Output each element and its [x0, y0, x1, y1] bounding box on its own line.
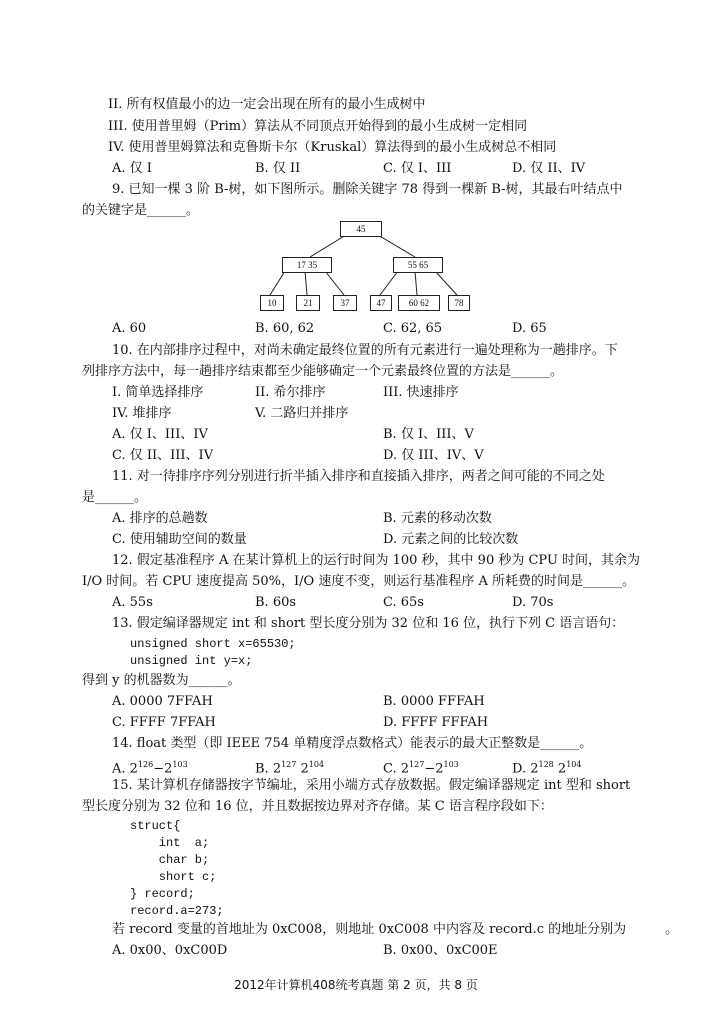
- q9-option-c: C. 62, 65: [383, 321, 443, 336]
- q14-option-a: A. $2^{126}-2^{103}$: [112, 760, 188, 777]
- b-tree-leaf: 60 62: [398, 295, 440, 311]
- q10-option-b: B. 仅 I、III、V: [383, 427, 474, 442]
- q10-option-d: D. 仅 III、IV、V: [383, 448, 484, 463]
- q8-option-d: D. 仅 II、IV: [512, 161, 586, 176]
- q10-item-iii: III. 快速排序: [383, 385, 459, 400]
- q12-option-a: A. 55s: [112, 595, 153, 610]
- statement-iv: IV. 使用普里姆算法和克鲁斯卡尔（Kruskal）算法得到的最小生成树总不相同: [108, 140, 557, 155]
- q15-code-line: short c;: [130, 870, 217, 884]
- b-tree-left-node: 17 35: [282, 257, 332, 273]
- q8-option-a: A. 仅 I: [112, 161, 152, 176]
- b-tree-leaf: 37: [333, 295, 357, 311]
- q10-option-a: A. 仅 I、III、IV: [112, 427, 208, 442]
- q15-stem-line2: 型长度分别为 32 位和 16 位，并且数据按边界对齐存储。某 C 语言程序段如下：: [82, 799, 553, 814]
- q15-stem-line3: 若 record 变量的首地址为 0xC008，则地址 0xC008 中内容及 record.c 的地址分别为 。: [112, 922, 679, 937]
- q15-option-a: A. 0x00、0xC00D: [112, 943, 228, 958]
- b-tree-leaf: 21: [296, 295, 320, 311]
- q10-item-i: I. 简单选择排序: [112, 385, 204, 400]
- q10-option-c: C. 仅 II、III、IV: [112, 448, 214, 463]
- q15-stem-line1: 15. 某计算机存储器按字节编址，采用小端方式存放数据。假定编译器规定 int 型和 short: [112, 778, 631, 793]
- q14-option-c: C. $2^{127}-2^{103}$: [383, 760, 459, 777]
- q15-code-line: } record;: [130, 887, 195, 901]
- q13-option-a: A. 0000 7FFAH: [112, 694, 213, 709]
- q10-item-ii: II. 希尔排序: [255, 385, 326, 400]
- q13-option-d: D. FFFF FFFAH: [383, 715, 489, 730]
- statement-ii: II. 所有权值最小的边一定会出现在所有的最小生成树中: [108, 97, 426, 112]
- q11-option-b: B. 元素的移动次数: [383, 511, 492, 526]
- q12-stem-line1: 12. 假定基准程序 A 在某计算机上的运行时间为 100 秒，其中 90 秒为 CPU 时间，其余为: [112, 553, 641, 568]
- q8-option-b: B. 仅 II: [255, 161, 301, 176]
- q11-option-c: C. 使用辅助空间的数量: [112, 532, 247, 547]
- q11-option-d: D. 元素之间的比较次数: [383, 532, 519, 547]
- q10-item-v: V. 二路归并排序: [255, 406, 349, 421]
- q14-option-b: B. $2^{127}$ $2^{104}$: [255, 760, 325, 777]
- q13-stem-line2: 得到 y 的机器数为______。: [82, 673, 241, 688]
- b-tree-leaf: 47: [370, 295, 392, 311]
- q10-stem-line2: 列排序方法中，每一趟排序结束都至少能够确定一个元素最终位置的方法是______。: [82, 364, 564, 379]
- q9-option-a: A. 60: [112, 321, 147, 336]
- q15-code-line: struct{: [130, 819, 181, 833]
- q8-option-c: C. 仅 I、III: [383, 161, 452, 176]
- statement-iii: III. 使用普里姆（Prim）算法从不同顶点开始得到的最小生成树一定相同: [108, 119, 528, 134]
- q15-code-line: char b;: [130, 853, 210, 867]
- b-tree-leaf: 78: [448, 295, 470, 311]
- q15-code-line: record.a=273;: [130, 904, 224, 918]
- q10-item-iv: IV. 堆排序: [112, 406, 172, 421]
- q12-option-b: B. 60s: [255, 595, 297, 610]
- q12-option-d: D. 70s: [512, 595, 554, 610]
- q9-option-b: B. 60, 62: [255, 321, 315, 336]
- q13-option-c: C. FFFF 7FFAH: [112, 715, 216, 730]
- q12-option-c: C. 65s: [383, 595, 424, 610]
- q10-stem-line1: 10. 在内部排序过程中，对尚未确定最终位置的所有元素进行一遍处理称为一趟排序。下: [112, 343, 618, 358]
- q13-code-line2: unsigned int y=x;: [130, 654, 253, 668]
- q13-option-b: B. 0000 FFFAH: [383, 694, 485, 709]
- q11-option-a: A. 排序的总趟数: [112, 511, 208, 526]
- q13-stem-line1: 13. 假定编译器规定 int 和 short 型长度分别为 32 位和 16 位，执行下列 C 语言语句：: [112, 616, 625, 631]
- q15-option-b: B. 0x00、0xC00E: [383, 943, 498, 958]
- q9-stem-line1: 9. 已知一棵 3 阶 B-树，如下图所示。删除关键字 78 得到一棵新 B-树，其最右叶结点中: [112, 182, 623, 197]
- q9-option-d: D. 65: [512, 321, 547, 336]
- q9-stem-line2: 的关键字是______。: [82, 203, 200, 218]
- page-footer: 2012年计算机408统考真题 第 2 页，共 8 页: [234, 978, 478, 992]
- q12-stem-line2: I/O 时间。若 CPU 速度提高 50%，I/O 速度不变，则运行基准程序 A 所耗费的时间是______。: [82, 574, 635, 589]
- q11-stem-line2: 是______。: [82, 490, 148, 505]
- q13-code-line1: unsigned short x=65530;: [130, 637, 296, 651]
- q15-code-line: int a;: [130, 836, 210, 850]
- b-tree-diagram: [250, 215, 480, 315]
- b-tree-root: 45: [340, 221, 382, 237]
- q11-stem-line1: 11. 对一待排序序列分别进行折半插入排序和直接插入排序，两者之间可能的不同之处: [112, 469, 605, 484]
- q14-option-d: D. $2^{128}$ $2^{104}$: [512, 760, 582, 777]
- q14-stem: 14. float 类型（即 IEEE 754 单精度浮点数格式）能表示的最大正整数是______。: [112, 736, 593, 751]
- b-tree-right-node: 55 65: [393, 257, 443, 273]
- b-tree-leaf: 10: [260, 295, 284, 311]
